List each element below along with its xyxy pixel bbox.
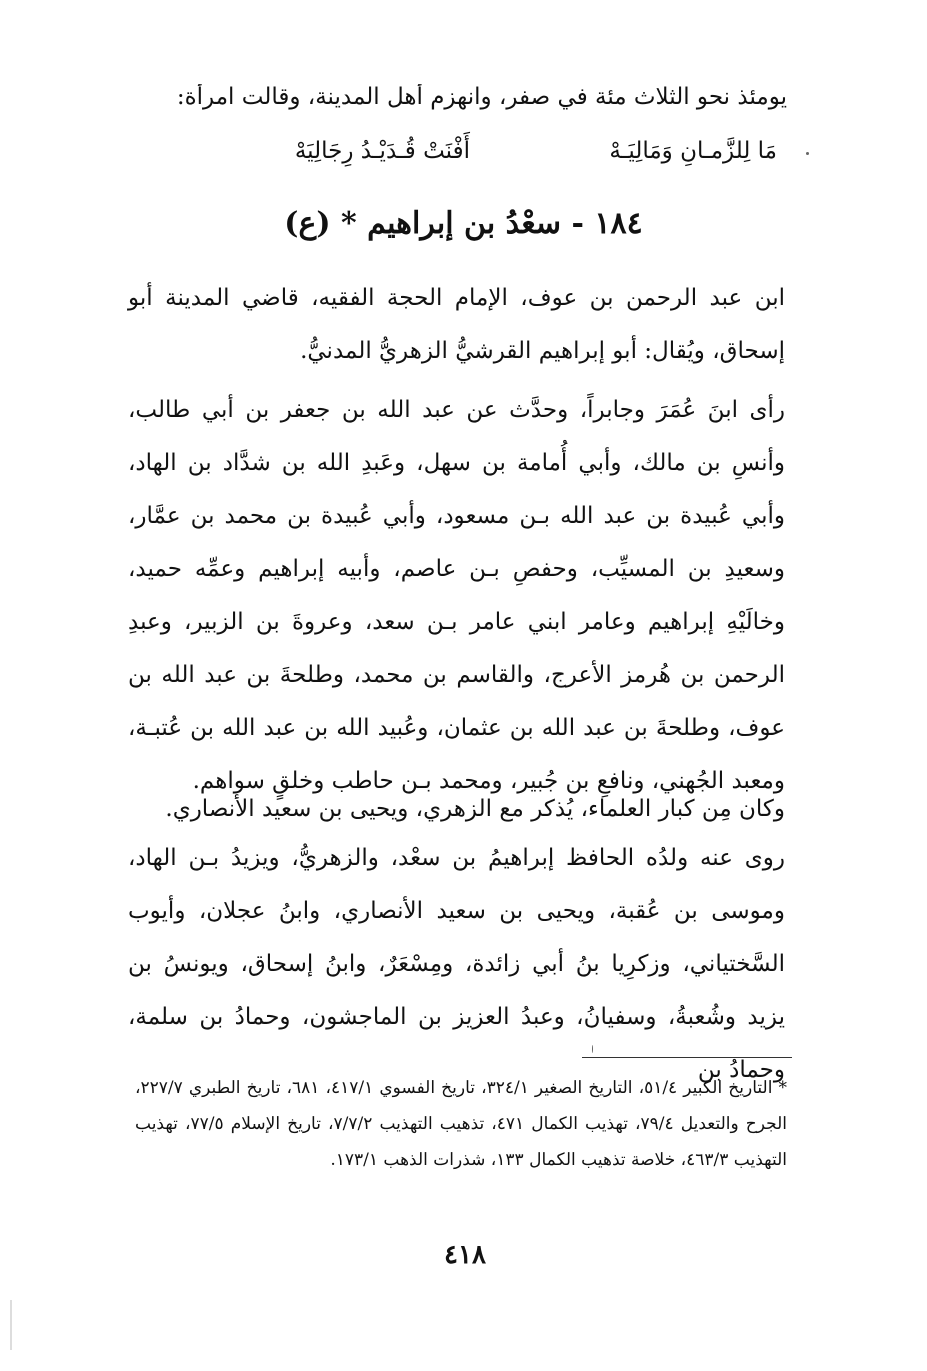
page-number: ٤١٨ — [444, 1240, 486, 1270]
entry-heading: ١٨٤ - سعْدُ بن إبراهيم * (ع) — [284, 206, 643, 241]
footnote-sources: * التاريخ الكبير ٥١/٤، التاريخ الصغير ٣٢٤/١، تاريخ الفسوي ٤١٧/١، ٦٨١، تاريخ الطبري ٢٢٧/٧، الجرح والتعديل ٧٩/٤، تهذيب الكمال ٤٧١، تذهيب التهذيب ٧/٧/٢، تاريخ الإسلام ٧٧/٥، تهذيب التهذيب ٤٦٣/٣، خلاصة تذهيب الكمال ١٣٣، شذرات الذهب ١٧٣/١. — [135, 1078, 788, 1170]
paragraph-teachers: رأى ابنَ عُمَرَ وجابراً، وحدَّث عن عبد الله بن جعفر بن أبي طالب، وأنسِ بن مالك، وأبي أُمامة بن سهل، وعَبدِ الله بن شدَّاد بن الهاد، وأبي عُبيدة بن عبد الله بـن مسعود، وأبي عُبيدة بن محمد بن عمَّار، وسعيدِ بن المسيِّب، وحفصِ بـن عاصم، وأبيه إبراهيم وعمِّه حميد، وخالَيْهِ إبراهيم وعامر ابني عامر بـن سعد، وعروةَ بن الزبير، وعبدِ الرحمن بن هُرمز الأعرج، والقاسم بن محمد، وطلحةَ بن عبد الله بن عوف، وطلحةَ بن عبد الله بن عثمان، وعُبيد الله بن عبد الله بن عُتبـة، ومعبد الجُهني، ونافعِ بن جُبير، ومحمد بـن حاطب وخلقٍ سواهم. — [128, 397, 785, 794]
scan-speck — [806, 152, 809, 155]
scan-edge-mark — [10, 1300, 12, 1350]
footnote-divider — [582, 1057, 792, 1058]
verse-hemistich-1: مَا لِلزَّمـانِ وَمَالِيَـهْ — [609, 138, 777, 164]
verse — [240, 138, 777, 178]
verse-hemistich-2: أَفْنَتْ قُـدَيْـدُ رِجَالِيَهْ — [294, 138, 470, 164]
paragraph-students: روى عنه ولدُه الحافظ إبراهيمُ بن سعْد، والزهريُّ، ويزيدُ بـن الهاد، وموسى بن عُقبة، ويحيى بن سعيد الأنصاري، وابنُ عجلان، وأيوب السَّختياني، وزكرِيا بنُ أبي زائدة، ومِسْعَرٌ، وابنُ إسحاق، ويونسُ بن يزيد وشُعبةُ، وسفيانُ، وعبدُ العزيز بن الماجشون، وحمادُ بن سلمة، وحمادُ بن — [128, 845, 785, 1083]
paragraph-lineage: ابن عبد الرحمن بن عوف، الإمام الحجة الفقيه، قاضي المدينة أبو إسحاق، ويُقال: أبو إبراهيم القرشيُّ الزهريُّ المدنيُّ. — [128, 285, 785, 364]
scan-speck — [592, 1045, 593, 1053]
intro-line: يومئذ نحو الثلاث مئة في صفر، وانهزم أهل المدينة، وقالت امرأة: — [176, 84, 787, 110]
paragraph-status: وكان مِن كبار العلماء، يُذكر مع الزهري، ويحيى بن سعيد الأنصاري. — [165, 796, 785, 822]
